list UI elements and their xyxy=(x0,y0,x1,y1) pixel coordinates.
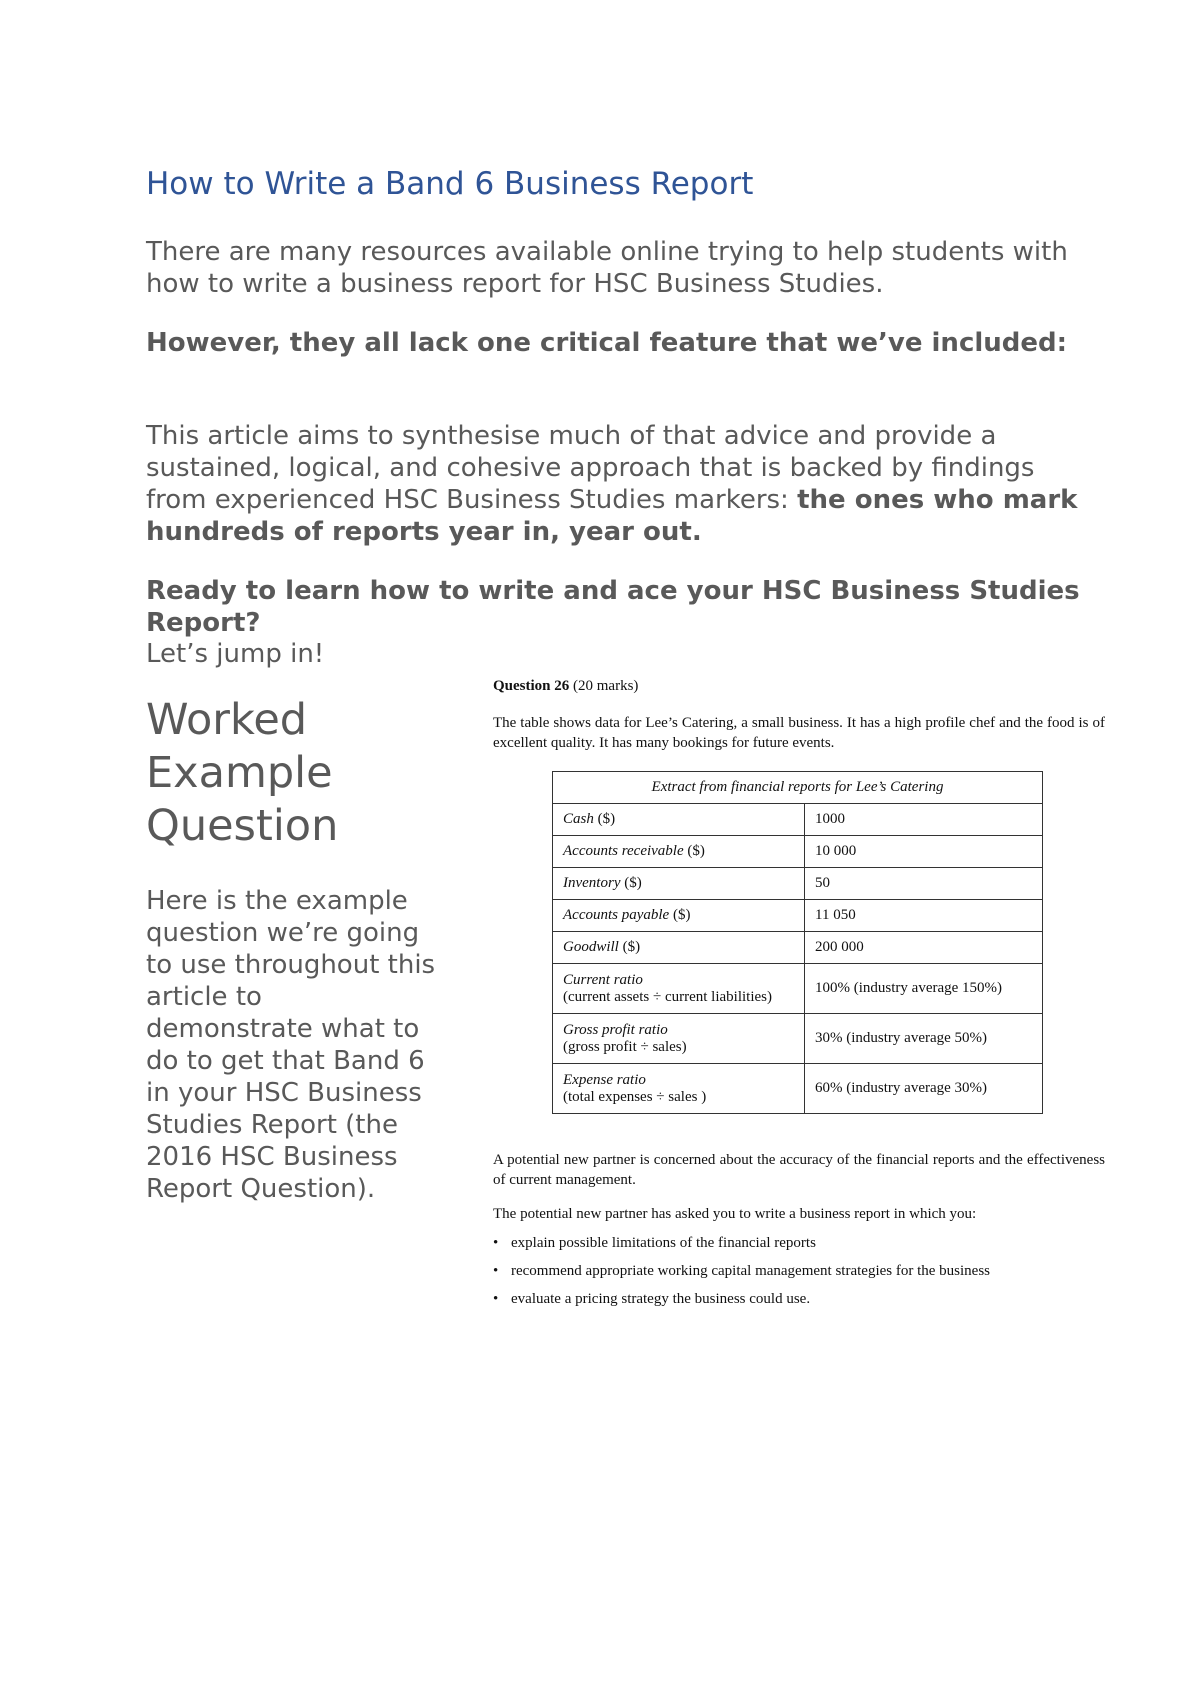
question-marks: (20 marks) xyxy=(573,678,639,694)
row-value: 11 050 xyxy=(805,900,1043,932)
critical-feature-paragraph: However, they all lack one critical feature that we’ve included: xyxy=(146,328,1068,358)
row-unit: ($) xyxy=(593,811,616,827)
row-value: 60% (industry average 30%) xyxy=(805,1064,1043,1114)
table-row xyxy=(553,964,1043,1014)
row-value: 50 xyxy=(805,868,1043,900)
table-row xyxy=(553,1064,1043,1114)
row-unit: ($) xyxy=(620,875,642,891)
task-list xyxy=(493,1233,1105,1309)
row-label: Goodwill xyxy=(563,939,619,955)
financial-table-title: Extract from financial reports for Lee’s Catering xyxy=(553,772,1043,804)
row-label: Expense ratio xyxy=(563,1071,646,1088)
partner-request: The potential new partner has asked you to write a business report in which you: xyxy=(493,1206,977,1222)
exam-question-image xyxy=(493,678,1105,1317)
row-formula: (gross profit ÷ sales) xyxy=(563,1038,687,1055)
row-formula: (total expenses ÷ sales ) xyxy=(563,1088,707,1105)
table-row xyxy=(553,868,1043,900)
ready-paragraph: Ready to learn how to write and ace your HSC Business Studies Report? xyxy=(146,576,1080,638)
table-row xyxy=(553,1014,1043,1064)
list-item: • evaluate a pricing strategy the business could use. xyxy=(493,1289,1105,1309)
row-label: Accounts payable xyxy=(563,907,670,923)
list-item: • explain possible limitations of the financial reports xyxy=(493,1233,1105,1253)
row-unit: ($) xyxy=(669,907,691,923)
table-row xyxy=(553,932,1043,964)
partner-concern: A potential new partner is concerned about the accuracy of the financial reports and the effectiveness of current management. xyxy=(493,1152,1105,1188)
row-label: Inventory xyxy=(563,875,621,891)
row-label: Gross profit ratio xyxy=(563,1021,668,1038)
row-value: 200 000 xyxy=(805,932,1043,964)
question-description: The table shows data for Lee’s Catering, a small business. It has a high profile chef and the food is of excellent quality. It has many bookings for future events. xyxy=(493,715,1105,751)
question-number: Question 26 xyxy=(493,678,570,694)
row-value: 10 000 xyxy=(805,836,1043,868)
row-unit: ($) xyxy=(683,843,705,859)
question-header xyxy=(493,678,1105,695)
row-label: Accounts receivable xyxy=(563,843,684,859)
row-value: 1000 xyxy=(805,804,1043,836)
intro-paragraph: There are many resources available online trying to help students with how to write a business report for HSC Business Studies. xyxy=(146,237,1068,299)
worked-example-heading: Worked Example Question xyxy=(146,695,339,851)
article-aim-text: This article aims to synthesise much of that advice and provide a sustained, logical, and cohesive approach that is backed by findings from experienced HSC Business Studies markers: xyxy=(146,421,1035,515)
jump-in-paragraph: Let’s jump in! xyxy=(146,639,325,669)
table-row xyxy=(553,836,1043,868)
row-label: Cash xyxy=(563,811,594,827)
list-item: • recommend appropriate working capital management strategies for the business xyxy=(493,1261,1105,1281)
table-row xyxy=(553,804,1043,836)
worked-example-section xyxy=(146,694,436,1205)
article-aim-paragraph xyxy=(146,420,1086,548)
row-value: 30% (industry average 50%) xyxy=(805,1014,1043,1064)
article-aim-emphasis: the ones who mark hundreds of reports year in, year out. xyxy=(146,485,1078,547)
row-formula: (current assets ÷ current liabilities) xyxy=(563,988,772,1005)
page-title: How to Write a Band 6 Business Report xyxy=(146,166,754,202)
financial-table xyxy=(552,771,1043,1114)
row-label: Current ratio xyxy=(563,971,643,988)
table-row xyxy=(553,900,1043,932)
row-value: 100% (industry average 150%) xyxy=(805,964,1043,1014)
row-unit: ($) xyxy=(618,939,641,955)
worked-example-intro: Here is the example question we’re going to use throughout this article to demonstrate what to do to get that Band 6 in your HSC Business Studies Report (the 2016 HSC Business Report Question). xyxy=(146,886,436,1204)
